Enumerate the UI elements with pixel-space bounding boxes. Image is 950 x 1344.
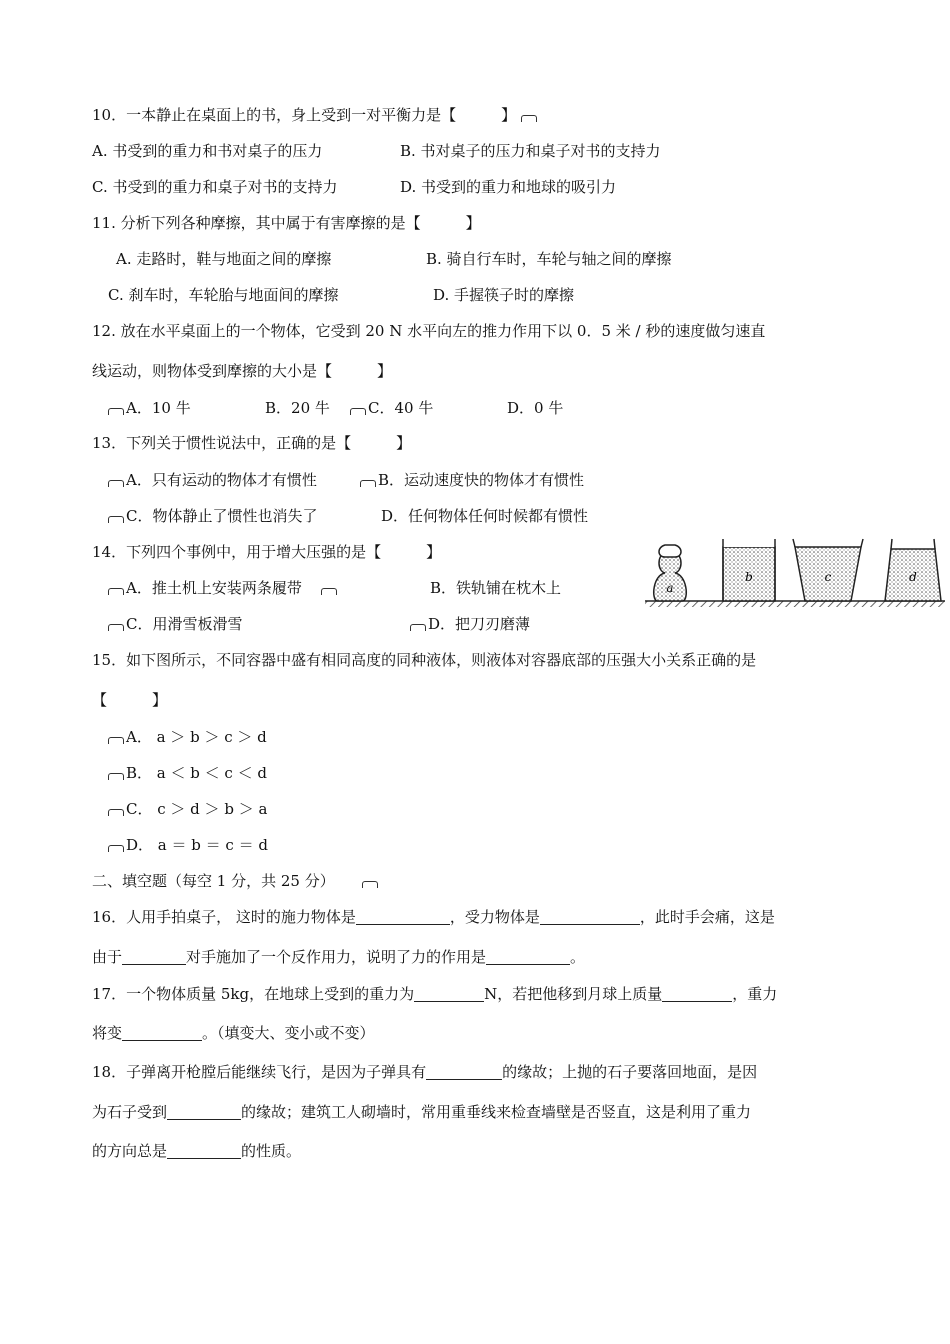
container-figure — [645, 535, 945, 615]
container-a-label: a — [666, 581, 674, 595]
q18-text-1: 18．子弹离开枪膛后能继续飞行，是因为子弹具有 — [92, 1063, 427, 1081]
q18-line3 — [92, 1141, 301, 1161]
q17-text-5: 。（填变大、变小或不变） — [202, 1024, 375, 1042]
q10-option-c: C. 书受到的重力和桌子对书的支持力 — [92, 178, 338, 196]
q15-option-c — [108, 799, 267, 819]
q18-text-2: 的缘故；上抛的石子要落回地面，是因 — [502, 1063, 758, 1081]
q11-stem: 11. 分析下列各种摩擦，其中属于有害摩擦的是【 】 — [92, 214, 481, 232]
cursor-mark-icon — [108, 588, 124, 595]
q11-option-c: C. 刹车时，车轮胎与地面间的摩擦 — [108, 286, 339, 304]
q18-line2 — [92, 1102, 751, 1122]
q14-option-d — [410, 614, 530, 634]
q17-blank-3[interactable] — [122, 1024, 202, 1041]
container-a — [654, 545, 687, 601]
section2-heading — [92, 871, 380, 891]
q10-stem-text: 10．一本静止在桌面上的书，身上受到一对平衡力是【 】 — [92, 106, 517, 124]
cursor-mark-icon — [360, 480, 376, 487]
q13-option-b-text: B．运动速度快的物体才有惯性 — [378, 471, 585, 489]
cursor-mark-icon — [108, 408, 124, 415]
cursor-mark-icon — [108, 773, 124, 780]
q16-blank-1[interactable] — [356, 908, 450, 925]
cursor-mark-icon — [362, 881, 378, 888]
q18-text-4: 的缘故；建筑工人砌墙时，常用重垂线来检查墙壁是否竖直，这是利用了重力 — [241, 1103, 752, 1121]
q18-blank-1[interactable] — [426, 1063, 502, 1080]
q13-option-c-text: C．物体静止了惯性也消失了 — [126, 507, 318, 525]
q14-option-c — [108, 614, 242, 634]
q12-option-a — [108, 398, 191, 418]
q12-stem-line2: 线运动，则物体受到摩擦的大小是【 】 — [92, 362, 393, 380]
q16-text-3: ，此时手会痛，这是 — [639, 908, 775, 926]
cursor-mark-icon — [521, 115, 537, 122]
q17-text-1: 17．一个物体质量 5kg，在地球上受到的重力为 — [92, 985, 415, 1003]
q12-option-b: B．20 牛 — [265, 399, 330, 417]
q15-option-a-text: A． a ＞ b ＞ c ＞ d — [126, 728, 267, 746]
q17-text-4: 将变 — [92, 1024, 123, 1042]
q15-option-a — [108, 727, 267, 747]
q10-stem — [92, 105, 539, 125]
q13-option-d: D．任何物体任何时候都有惯性 — [381, 507, 589, 525]
cursor-mark-icon — [350, 408, 366, 415]
q12-option-c — [350, 398, 433, 418]
cursor-mark-icon — [108, 845, 124, 852]
q16-blank-2[interactable] — [540, 908, 640, 925]
q11-option-d: D. 手握筷子时的摩擦 — [433, 286, 575, 304]
cursor-mark-icon — [108, 809, 124, 816]
container-c — [793, 539, 863, 601]
q10-option-b: B. 书对桌子的压力和桌子对书的支持力 — [400, 142, 661, 160]
q17-blank-2[interactable] — [662, 985, 732, 1002]
q16-blank-4[interactable] — [486, 948, 570, 965]
q15-bracket: 【 】 — [92, 691, 168, 709]
q12-option-a-text: A．10 牛 — [126, 399, 191, 417]
cursor-mark-icon — [108, 624, 124, 631]
q15-option-d-text: D． a ＝ b ＝ c ＝ d — [126, 836, 268, 854]
q16-line2 — [92, 947, 585, 967]
cursor-mark-icon — [108, 516, 124, 523]
q18-blank-2[interactable] — [167, 1103, 241, 1120]
q16-text-2: ，受力物体是 — [449, 908, 540, 926]
q17-line2 — [92, 1023, 375, 1043]
q10-option-a: A. 书受到的重力和书对桌子的压力 — [92, 142, 323, 160]
q18-line1 — [92, 1062, 757, 1082]
container-c-label: c — [824, 570, 832, 584]
q17-blank-1[interactable] — [414, 985, 484, 1002]
cursor-mark-icon — [108, 737, 124, 744]
q16-text-4: 由于 — [92, 948, 123, 966]
container-b — [723, 539, 775, 601]
q14-option-b: B．铁轨铺在枕木上 — [430, 579, 562, 597]
q18-blank-3[interactable] — [167, 1142, 241, 1159]
cursor-mark-icon — [108, 480, 124, 487]
cursor-mark-icon — [321, 588, 337, 595]
q15-option-d — [108, 835, 268, 855]
q18-text-3: 为石子受到 — [92, 1103, 168, 1121]
q17-text-2: N，若把他移到月球上质量 — [484, 985, 663, 1003]
q15-option-b-text: B． a ＜ b ＜ c ＜ d — [126, 764, 267, 782]
q13-option-a-text: A．只有运动的物体才有惯性 — [126, 471, 317, 489]
q14-option-d-text: D．把刀刃磨薄 — [428, 615, 531, 633]
container-b-label: b — [745, 570, 753, 584]
q13-option-b — [360, 470, 584, 490]
q10-option-d: D. 书受到的重力和地球的吸引力 — [400, 178, 617, 196]
ground-hatch — [645, 601, 945, 607]
q14-stem: 14．下列四个事例中，用于增大压强的是【 】 — [92, 543, 442, 561]
q15-option-c-text: C． c ＞ d ＞ b ＞ a — [126, 800, 268, 818]
q11-option-a: A. 走路时，鞋与地面之间的摩擦 — [116, 250, 332, 268]
q14-option-a — [108, 578, 339, 598]
q16-text-5: 对手施加了一个反作用力，说明了力的作用是 — [186, 948, 487, 966]
container-d-label: d — [909, 570, 917, 584]
q18-text-5: 的方向总是 — [92, 1142, 168, 1160]
q15-stem: 15．如下图所示，不同容器中盛有相同高度的同种液体，则液体对容器底部的压强大小关系正确的是 — [92, 651, 757, 669]
q15-option-b — [108, 763, 267, 783]
q16-text-6: 。 — [570, 948, 586, 966]
q16-text-1: 16．人用手拍桌子， 这时的施力物体是 — [92, 908, 356, 926]
q12-option-c-text: C．40 牛 — [368, 399, 434, 417]
q13-stem: 13．下列关于惯性说法中，正确的是【 】 — [92, 434, 412, 452]
cursor-mark-icon — [410, 624, 426, 631]
q16-blank-3[interactable] — [122, 948, 186, 965]
q12-option-d: D．0 牛 — [507, 399, 564, 417]
q18-text-6: 的性质。 — [241, 1142, 302, 1160]
q14-option-c-text: C．用滑雪板滑雪 — [126, 615, 243, 633]
q11-option-b: B. 骑自行车时，车轮与轴之间的摩擦 — [426, 250, 672, 268]
q14-option-a-text: A．推土机上安装两条履带 — [126, 579, 302, 597]
section2-heading-text: 二、填空题（每空 1 分，共 25 分） — [92, 872, 335, 890]
q12-stem-line1: 12. 放在水平桌面上的一个物体，它受到 20 N 水平向左的推力作用下以 0．5 米 / 秒的速度做匀速直 — [92, 322, 766, 340]
q16-line1 — [92, 907, 775, 927]
q17-text-3: ，重力 — [732, 985, 778, 1003]
q17-line1 — [92, 984, 777, 1004]
q13-option-a — [108, 470, 317, 490]
container-d — [885, 539, 941, 601]
q13-option-c — [108, 506, 317, 526]
